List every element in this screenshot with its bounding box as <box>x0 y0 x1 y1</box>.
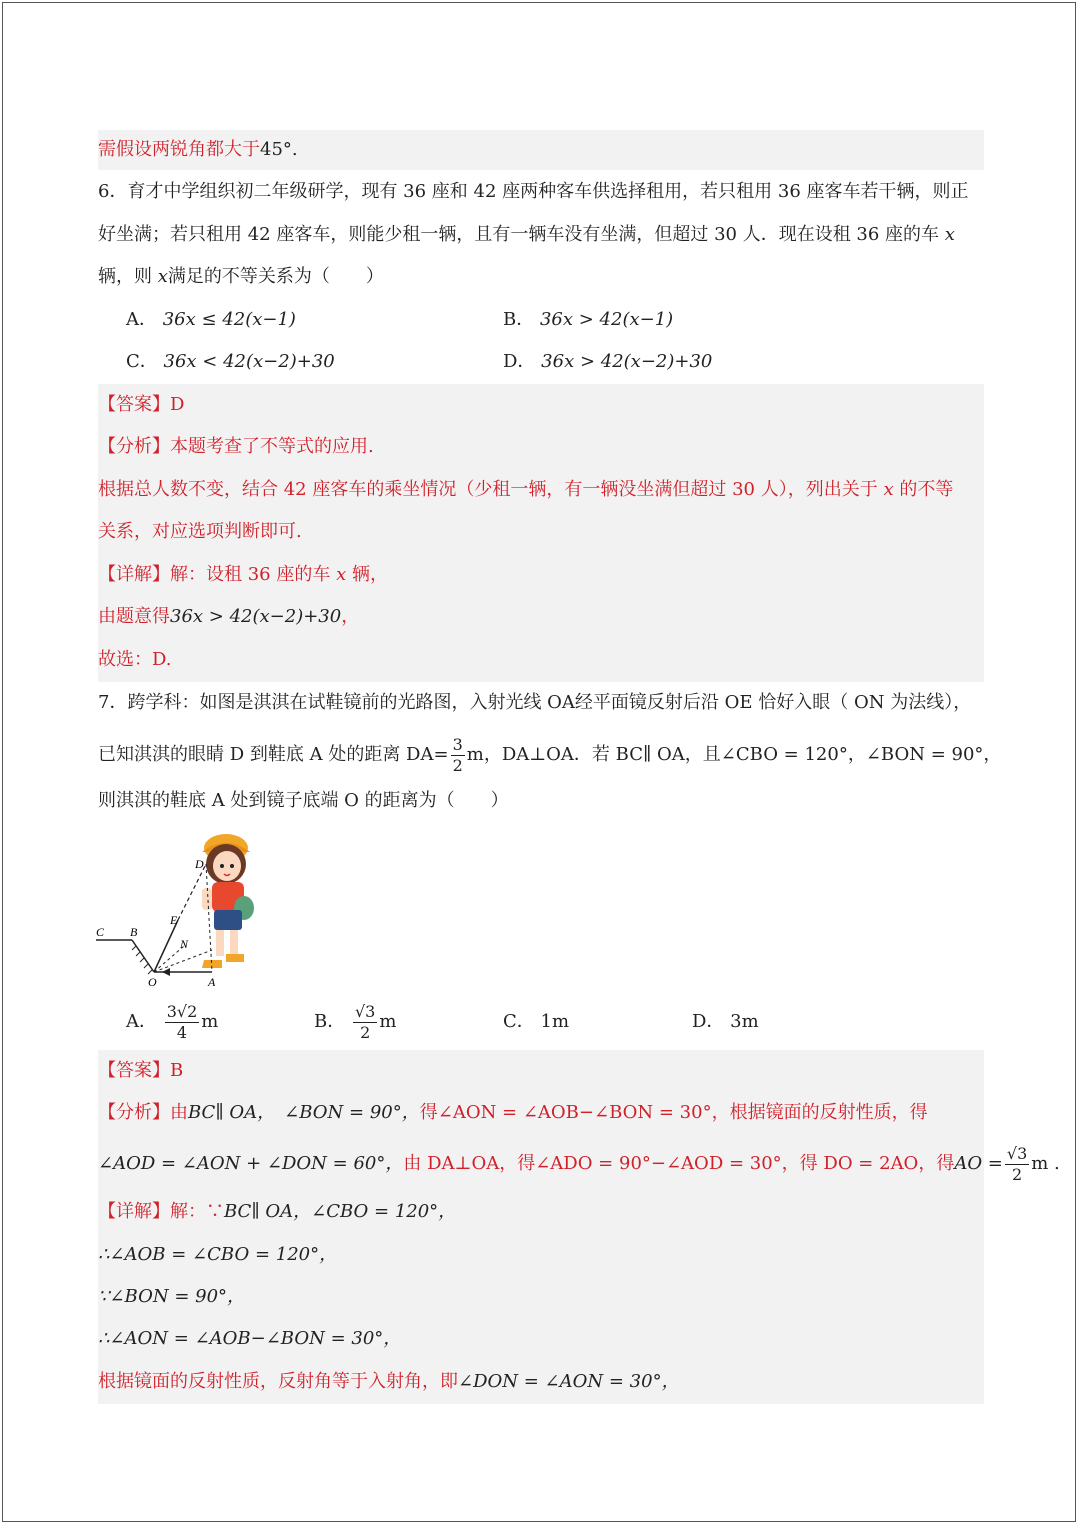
q7-d1-a: 【详解】解：∵ <box>98 1201 224 1222</box>
q6-line2-var: x <box>944 224 955 245</box>
q7-d4 <box>98 1319 984 1359</box>
q6-line1 <box>98 172 984 212</box>
q6-detail2-expr: 36x > 42(x−2)+30 <box>170 606 342 627</box>
intro-text: 需假设两锐角都大于 <box>98 139 260 160</box>
q7-option-b-num: √3 <box>354 1001 376 1021</box>
q7-option-c-label: C． <box>503 1011 535 1032</box>
q7-analysis1 <box>98 1093 984 1133</box>
q7-line2-b: m，DA⊥OA．若 BC∥ OA，且∠CBO = 120°，∠BON = 90°， <box>466 744 1002 765</box>
q7-analysis2 <box>98 1139 1060 1189</box>
label-a: A <box>208 975 216 989</box>
q7-option-b-label: B． <box>314 1011 346 1032</box>
label-b: B <box>130 925 138 939</box>
q6-line2 <box>98 215 984 255</box>
q7-option-b-unit: m <box>379 1011 397 1032</box>
q6-detail-a: 【详解】解：设租 36 座的车 <box>98 564 331 585</box>
q6-analysis-l1-a: 根据总人数不变，结合 42 座客车的乘坐情况（少租一辆，有一辆没坐满但超过 30 人），列出关于 <box>98 479 878 500</box>
q7-line2-den: 2 <box>452 755 463 775</box>
q7-line2-a: 已知淇淇的眼睛 D 到鞋底 A 处的距离 DA= <box>98 744 449 765</box>
q6-line3-a: 辆，则 <box>98 266 152 287</box>
q6-analysis-l1-var: x <box>883 479 894 500</box>
q6-detail <box>98 555 984 595</box>
q6-option-b[interactable] <box>503 305 673 335</box>
q7-analysis2-den: 2 <box>1011 1164 1023 1184</box>
q7-d3-text: ∵∠BON = 90°， <box>98 1286 246 1307</box>
q7-analysis1-b: BC∥ OA， <box>188 1102 267 1123</box>
ray-ed <box>178 864 206 920</box>
q6-answer-text: 【答案】D <box>98 394 185 415</box>
q7-analysis2-b: 由 DA⊥OA，得∠ADO = 90°−∠AOD = 30°，得 DO = 2AO，得 <box>403 1153 955 1174</box>
q7-option-c[interactable] <box>503 1007 569 1037</box>
q7-analysis2-fraction <box>1005 1143 1029 1184</box>
q7-analysis2-num: √3 <box>1006 1143 1028 1163</box>
q6-line3-var: x <box>157 266 168 287</box>
q7-option-d[interactable] <box>692 1007 759 1037</box>
q6-option-c[interactable] <box>126 347 335 377</box>
q6-option-b-expr: 36x > 42(x−1) <box>539 309 674 330</box>
q7-option-a-num: 3√2 <box>166 1001 198 1021</box>
ray-oe <box>154 920 178 972</box>
q7-answer <box>98 1051 984 1091</box>
q7-option-d-text: 3m <box>730 1011 759 1032</box>
q6-option-c-label: C． <box>126 351 158 372</box>
q7-d5 <box>98 1362 984 1402</box>
q7-analysis2-c: AO = <box>954 1153 1003 1174</box>
q6-option-c-expr: 36x < 42(x−2)+30 <box>163 351 335 372</box>
q7-option-a[interactable] <box>126 1000 218 1044</box>
q6-option-b-label: B． <box>503 309 535 330</box>
q7-option-a-den: 4 <box>176 1022 188 1042</box>
q6-analysis-l1 <box>98 470 984 510</box>
q7-line3 <box>98 781 984 821</box>
intro-value: 45° <box>260 139 292 160</box>
q7-line1 <box>98 683 984 723</box>
q7-option-a-fraction <box>165 1001 200 1042</box>
q6-analysis-l2 <box>98 512 984 552</box>
q6-detail2 <box>98 597 984 637</box>
label-c: C <box>96 925 105 939</box>
q6-line2-text: 好坐满；若只租用 42 座客车，则能少租一辆，且有一辆车没有坐满，但超过 30 人．现在设租 36 座的车 <box>98 224 940 245</box>
q7-line2-fraction <box>451 734 465 775</box>
q6-option-a-label: A． <box>126 309 157 330</box>
mirror-bo <box>132 940 154 972</box>
q7-line3-text: 则淇淇的鞋底 A 处到镜子底端 O 的距离为（ ） <box>98 790 509 811</box>
q7-answer-text: 【答案】B <box>98 1060 184 1081</box>
q7-option-c-text: 1m <box>540 1011 570 1032</box>
q7-option-a-unit: m <box>201 1011 219 1032</box>
q6-option-d-expr: 36x > 42(x−2)+30 <box>541 351 713 372</box>
q6-analysis-l1-b: 的不等 <box>899 479 954 500</box>
q7-line2-num: 3 <box>452 734 463 754</box>
label-d: D <box>195 857 204 871</box>
q7-analysis2-unit: m . <box>1031 1153 1060 1174</box>
label-n: N <box>180 937 189 951</box>
q7-d4-text: ∴∠AON = ∠AOB−∠BON = 30°， <box>98 1328 402 1349</box>
q7-d2-text: ∴∠AOB = ∠CBO = 120°， <box>98 1244 338 1265</box>
q6-option-a[interactable] <box>126 305 296 335</box>
q6-analysis-head-text: 【分析】本题考查了不等式的应用. <box>98 436 374 457</box>
q6-detail2-end: ， <box>341 606 360 627</box>
q6-detail2-a: 由题意得 <box>98 606 170 627</box>
segment-da <box>206 864 212 972</box>
q6-analysis-head <box>98 427 984 467</box>
q6-line3 <box>98 257 984 297</box>
q6-detail-var: x <box>336 564 347 585</box>
q7-option-b[interactable] <box>314 1000 396 1044</box>
q7-analysis2-a: ∠AOD = ∠AON + ∠DON = 60°， <box>98 1153 404 1174</box>
label-e: E <box>170 913 178 927</box>
q6-line1-text: 6．育才中学组织初二年级研学，现有 36 座和 42 座两种客车供选择租用，若只租用 36 座客车若干辆，则正 <box>98 181 969 202</box>
q7-d3 <box>98 1277 984 1317</box>
q7-analysis1-d: 得∠AON = ∠AOB−∠BON = 30°，根据镜面的反射性质，得 <box>419 1102 928 1123</box>
q7-option-b-den: 2 <box>360 1022 371 1042</box>
q6-detail-b: 辆， <box>351 564 388 585</box>
q7-analysis1-a: 【分析】由 <box>98 1102 188 1123</box>
q7-option-a-label: A． <box>126 1011 157 1032</box>
label-o: O <box>148 975 157 989</box>
q7-line1-text: 7．跨学科：如图是淇淇在试鞋镜前的光路图，入射光线 OA经平面镜反射后沿 OE 恰好入眼（ ON 为法线）， <box>98 692 972 713</box>
q7-line2 <box>98 733 1002 777</box>
q7-analysis1-c: ∠BON = 90°， <box>284 1102 420 1123</box>
q7-d1-b: BC∥ OA，∠CBO = 120°， <box>224 1201 457 1222</box>
q7-figure <box>92 826 272 996</box>
q6-line3-b: 满足的不等关系为（ ） <box>167 266 384 287</box>
q7-d1 <box>98 1192 984 1232</box>
q6-choose <box>98 640 984 680</box>
q6-option-d-label: D． <box>503 351 536 372</box>
q6-choose-text: 故选：D. <box>98 649 172 670</box>
girl-illustration <box>202 834 254 968</box>
q6-option-a-expr: 36x ≤ 42(x−1) <box>162 309 296 330</box>
q7-d2 <box>98 1235 984 1275</box>
q6-answer <box>98 385 984 425</box>
intro-end: . <box>291 139 298 160</box>
intro-line <box>98 130 984 170</box>
q7-option-b-fraction <box>353 1001 377 1042</box>
q7-option-d-label: D． <box>692 1011 725 1032</box>
q7-d5-a: 根据镜面的反射性质，反射角等于入射角，即 <box>98 1371 458 1392</box>
q6-option-d[interactable] <box>503 347 712 377</box>
q6-analysis-l2-text: 关系，对应选项判断即可. <box>98 521 302 542</box>
q7-d5-b: ∠DON = ∠AON = 30°， <box>458 1371 680 1392</box>
